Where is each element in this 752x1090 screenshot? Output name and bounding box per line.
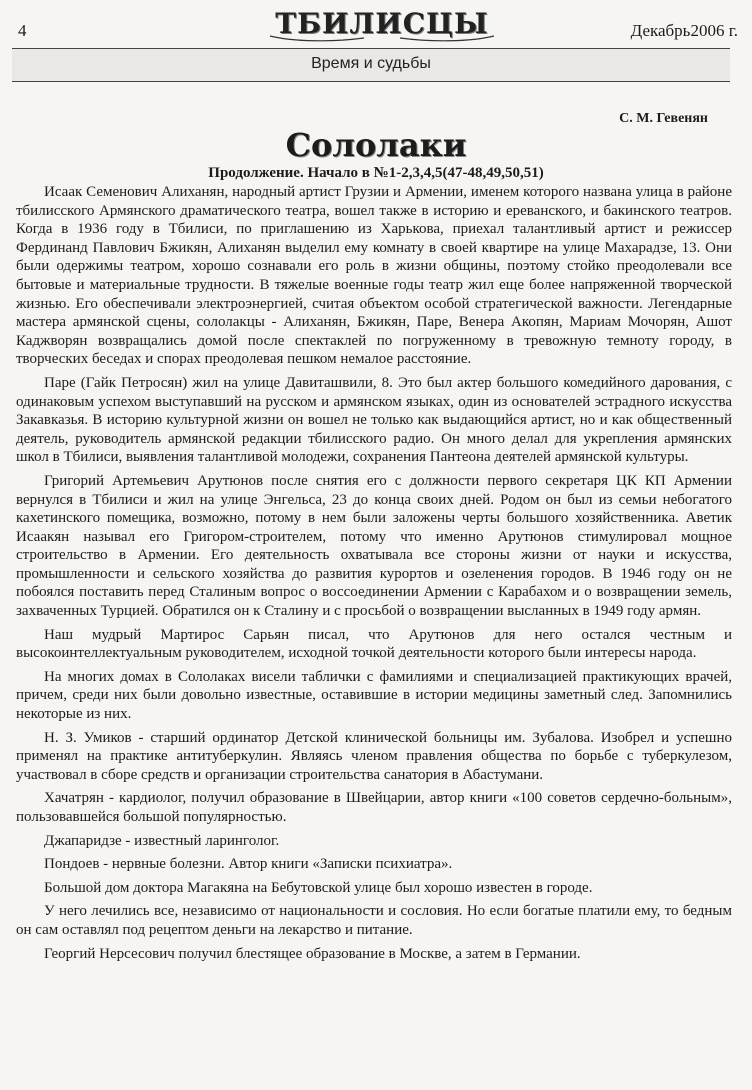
- article-paragraph: Георгий Нерсесович получил блестящее образование в Москве, а затем в Германии.: [44, 945, 581, 962]
- masthead-logo: [264, 6, 500, 42]
- article-paragraph: Джапаридзе - известный ларинголог.: [44, 832, 280, 849]
- article-paragraph: Большой дом доктора Магакяна на Бебутовской улице был хорошо известен в городе.: [44, 879, 593, 896]
- issue-date: Декабрь2006 г.: [630, 21, 738, 40]
- article-paragraph: Исаак Семенович Алиханян, народный артист Грузии и Армении, именем которого названа улица в районе тбилисского Армянского драматического театра, вошел также в историю и ереванского, и бакинского театров. Когда в 1936 году в Тбилиси, по приглашению из Харькова, приехал талантливый артист и режиссер Фердинанд Павлович Бжикян, Алиханян выделил ему комнату в своей квартире на улице Махарадзе, 13. Они были одержимы театром, хорошо сознавали его роль в жизни общины, поэтому стойко преодолевали все бытовые и материальные трудности. В тяжелые военные годы театр жил еще более напряженной творческой жизнью. Его обеспечивали электроэнергией, считая объектом особой стратегической важности. Легендарные мастера армянской сцены, сололакцы - Алиханян, Бжикян, Паре, Венера Акопян, Мариам Мочорян, Ашот Каджворян возвращались домой после спектаклей по погруженному в тревожную темноту городу, в творческих беседах и спорах преодолевая пешком немалое расстояние.: [16, 184, 732, 368]
- article-author: С. М. Гевенян: [619, 111, 708, 126]
- article-paragraph: На многих домах в Сололаках висели таблички с фамилиями и специализацией практикующих врачей, причем, среди них были довольно известные, оставившие в истории медицины заметный след. Запомнились некоторые из них.: [16, 668, 732, 723]
- article-paragraph: Наш мудрый Мартирос Сарьян писал, что Арутюнов для него остался честным и высокоинтеллектуальным руководителем, исходной точкой деятельности которого были интересы народа.: [16, 626, 732, 662]
- rubric-bar: [12, 48, 730, 82]
- article-paragraph: Григорий Артемьевич Арутюнов после снятия его с должности первого секретаря ЦК КП Армении вернулся в Тбилиси и жил на улице Энгельса, 23 до конца своих дней. Родом он был из семьи небогатого кахетинского помещика, возможно, потому в нем были заложены черты большого хозяйственника. Аветик Исаакян называл его Григором-строителем, потому что именно Арутюнов стимулировал мощное строительство в Армении. Его деятельность охватывала все стороны жизни от науки и искусства, промышленности и сельского хозяйства до развития курортов и озеленения городов. В 1946 году он не побоялся поставить перед Сталиным вопрос о воссоединении Армении с Карабахом и о возвращении земель, захваченных Турцией. Обратился он к Сталину и с просьбой о возвращении высланных в 1949 году армян.: [16, 472, 732, 620]
- rubric-label: Время и судьбы: [311, 55, 431, 72]
- page-number: 4: [18, 21, 27, 40]
- article-paragraph: Н. З. Умиков - старший ординатор Детской клинической больницы им. Зубалова. Изобрел и успешно применял на практике антитуберкулин. Являясь членом правления общества по борьбе с туберкулезом, участвовал в сборе средств и организации строительства санатория в Абастумани.: [16, 729, 732, 783]
- article-paragraph: У него лечились все, независимо от национальности и сословия. Но если богатые платили ему, то бедным он сам оставлял под рецептом деньги на лекарство и питание.: [16, 903, 732, 938]
- article-paragraph: Хачатрян - кардиолог, получил образование в Швейцарии, автор книги «100 советов сердечно-больным», пользовавшейся большой популярностью.: [16, 790, 732, 825]
- article-paragraph: Паре (Гайк Петросян) жил на улице Давиташвили, 8. Это был актер большого комедийного дарования, с одинаковым успехом выступавший на русском и армянском языках, один из основателей эстрадного искусства Закавказья. В историю культурной жизни он вошел не только как выдающийся артист, но и как общественный деятель, руководитель армянской редакции тбилисского радио. Он много делал для укрепления армянских школ в Тбилиси, выявления талантливой молодежи, сохранения Пантеона деятелей армянской культуры.: [16, 374, 732, 466]
- article-body: [16, 183, 732, 968]
- masthead-title: ТБИЛИСЦЫ: [275, 7, 489, 40]
- article-title: Сололаки: [285, 126, 467, 164]
- article-subtitle: Продолжение. Начало в №1-2,3,4,5(47-48,49,50,51): [208, 165, 544, 181]
- article-paragraph: Пондоев - нервные болезни. Автор книги «Записки психиатра».: [44, 856, 453, 873]
